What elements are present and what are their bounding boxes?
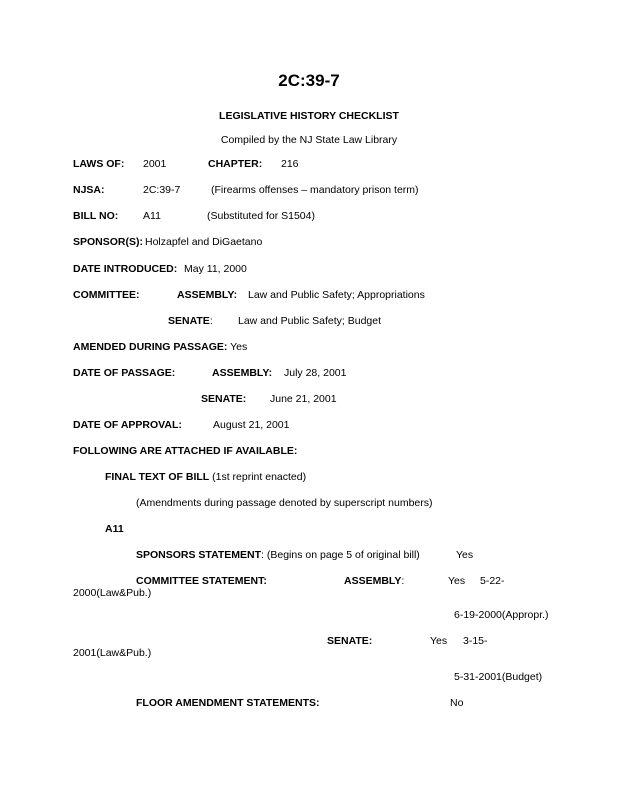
page-title: 2C:39-7 — [278, 71, 340, 90]
cs-assembly-yes: Yes — [448, 575, 466, 587]
passage-assembly-value: July 28, 2001 — [284, 367, 347, 379]
committee-senate-colon: : — [209, 315, 213, 327]
date-introduced-value: May 11, 2000 — [184, 263, 247, 275]
sponsors-statement-value: Yes — [456, 549, 474, 561]
date-of-approval-value: August 21, 2001 — [213, 419, 290, 431]
cs-assembly-date2: 6-19-2000(Appropr.) — [454, 609, 549, 621]
cs-assembly-date1-a: 5-22- — [480, 575, 505, 587]
passage-assembly-label: ASSEMBLY: — [212, 367, 273, 379]
laws-of-label: LAWS OF: — [73, 158, 125, 170]
cs-senate-date1-b: 2001(Law&Pub.) — [73, 647, 152, 659]
committee-senate-label: SENATE — [168, 315, 210, 327]
njsa-value: 2C:39-7 — [143, 184, 181, 196]
chapter-label: CHAPTER: — [208, 158, 263, 170]
bill-no-note: (Substituted for S1504) — [207, 210, 315, 222]
sponsors-statement-note: : (Begins on page 5 of original bill) — [261, 549, 420, 561]
sponsors-label: SPONSOR(S): — [73, 236, 144, 248]
cs-senate-yes: Yes — [430, 635, 448, 647]
bill-no-label: BILL NO: — [73, 210, 119, 222]
njsa-note: (Firearms offenses – mandatory prison term) — [211, 184, 419, 196]
document-subtitle: LEGISLATIVE HISTORY CHECKLIST — [219, 110, 399, 122]
cs-senate-date2: 5-31-2001(Budget) — [454, 671, 543, 683]
committee-assembly-value: Law and Public Safety; Appropriations — [248, 289, 425, 301]
final-text-row — [105, 472, 306, 483]
chapter-value: 216 — [281, 158, 299, 170]
amended-label: AMENDED DURING PASSAGE: — [73, 341, 228, 353]
cs-assembly-colon: : — [401, 575, 405, 587]
laws-of-value: 2001 — [143, 158, 167, 170]
cs-assembly — [344, 576, 404, 587]
cs-assembly-date1-b: 2000(Law&Pub.) — [73, 587, 152, 599]
sponsors-value: Holzapfel and DiGaetano — [145, 236, 263, 248]
committee-label: COMMITTEE: — [73, 289, 140, 301]
attached-heading: FOLLOWING ARE ATTACHED IF AVAILABLE: — [73, 445, 298, 457]
cs-senate-date1-a: 3-15- — [463, 635, 488, 647]
passage-senate-value: June 21, 2001 — [270, 393, 337, 405]
committee-assembly-label: ASSEMBLY: — [177, 289, 238, 301]
floor-amendment-value: No — [450, 697, 464, 709]
committee-statement-label: COMMITTEE STATEMENT: — [136, 575, 267, 587]
passage-senate-label: SENATE: — [201, 393, 247, 405]
committee-senate — [168, 316, 213, 327]
bill-heading: A11 — [105, 523, 124, 535]
sponsors-statement-row — [136, 550, 420, 561]
amended-row — [73, 342, 247, 353]
date-of-passage-label: DATE OF PASSAGE: — [73, 367, 176, 379]
cs-senate-label: SENATE: — [327, 635, 373, 647]
njsa-label: NJSA: — [73, 184, 105, 196]
amended-value: Yes — [230, 341, 248, 353]
cs-assembly-label: ASSEMBLY — [344, 575, 402, 587]
bill-no-value: A11 — [143, 210, 161, 222]
compiled-by: Compiled by the NJ State Law Library — [220, 134, 398, 146]
date-of-approval-label: DATE OF APPROVAL: — [73, 419, 182, 431]
floor-amendment-label: FLOOR AMENDMENT STATEMENTS: — [136, 697, 320, 709]
final-text-note: (1st reprint enacted) — [209, 471, 307, 483]
amendments-note: (Amendments during passage denoted by superscript numbers) — [136, 497, 433, 509]
final-text-label: FINAL TEXT OF BILL — [105, 471, 210, 483]
sponsors-statement-label: SPONSORS STATEMENT — [136, 549, 262, 561]
date-introduced-label: DATE INTRODUCED: — [73, 263, 178, 275]
committee-senate-value: Law and Public Safety; Budget — [238, 315, 382, 327]
